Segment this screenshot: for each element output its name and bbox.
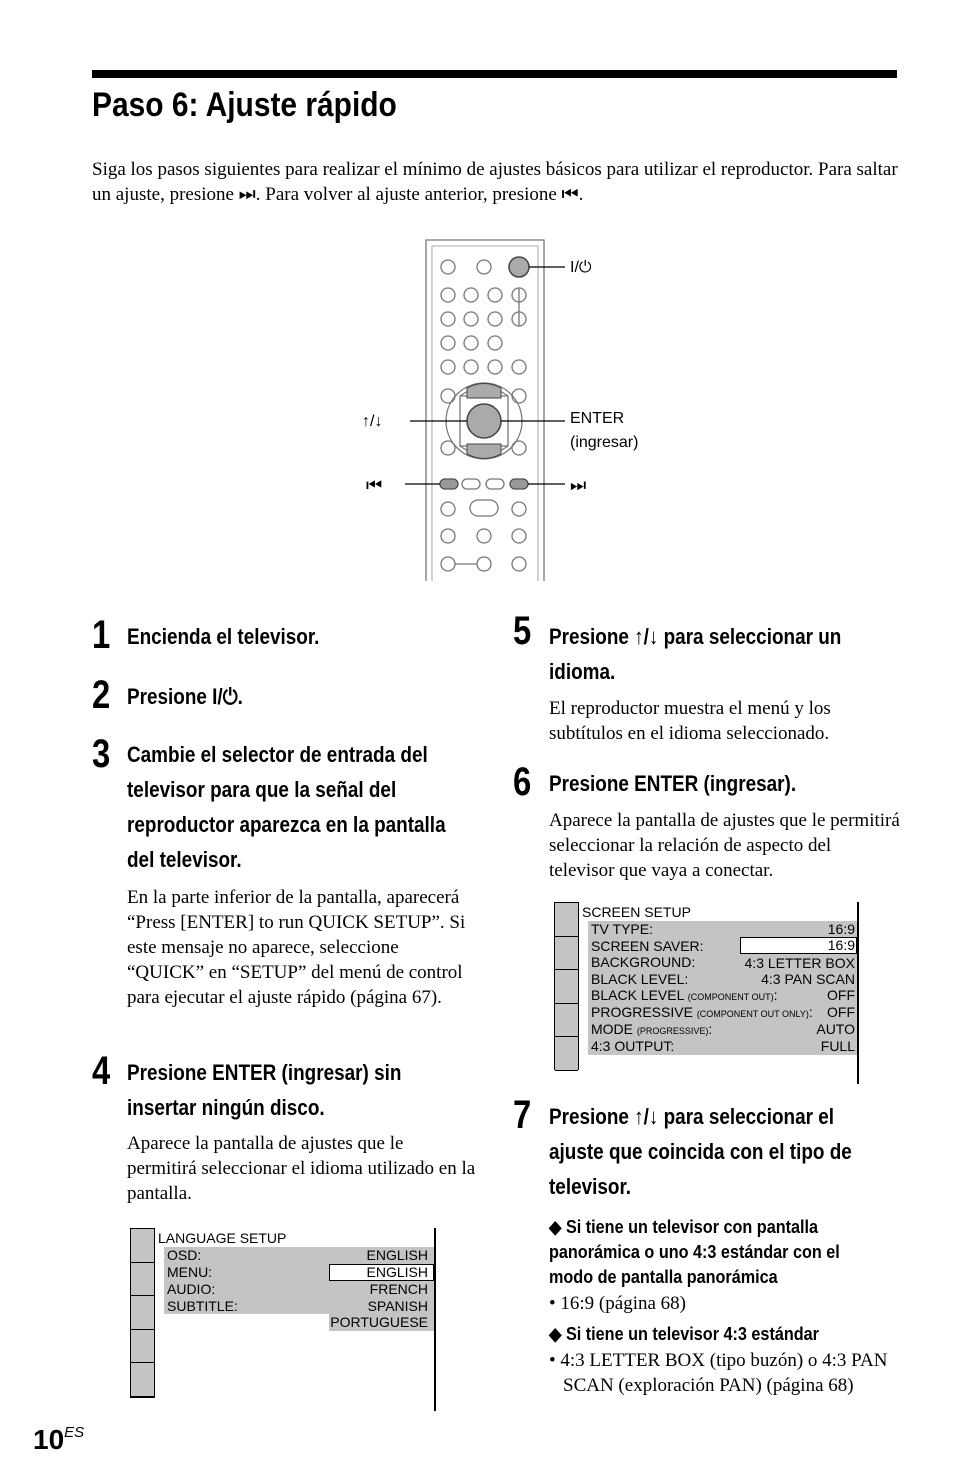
screen-saver-label: SCREEN SAVER: xyxy=(591,938,704,954)
osd-label: OSD: xyxy=(167,1247,202,1263)
step-6-heading: Presione ENTER (ingresar). xyxy=(549,771,797,796)
step-3-number: 3 xyxy=(92,732,111,776)
audio-label: AUDIO: xyxy=(167,1281,216,1297)
up-down-label: ↑/↓ xyxy=(362,413,383,430)
step-1-number: 1 xyxy=(92,613,111,657)
step-5-heading: Presione ↑/↓ para seleccionar un idioma. xyxy=(549,624,842,684)
progressive-value: OFF xyxy=(827,1004,855,1020)
step-3-heading: Cambie el selector de entrada del televisor para que la señal del reproductor aparezca en la pantalla del televisor. xyxy=(127,742,446,872)
subtitle-label: SUBTITLE: xyxy=(167,1298,238,1314)
step-3-body: En la parte inferior de la pantalla, aparecerá “Press [ENTER] to run QUICK SETUP”. Si este mensaje no aparece, seleccione “QUICK” en “SETUP” del menú de control para ejecutar el ajuste rápido (página 67). xyxy=(127,887,466,1008)
black-level-label: BLACK LEVEL: xyxy=(591,971,689,987)
step-5-body: El reproductor muestra el menú y los subtítulos en el idioma seleccionado. xyxy=(549,698,831,744)
black-level-component-label: BLACK LEVEL (COMPONENT OUT): xyxy=(591,987,778,1003)
language-setup-menu xyxy=(130,1228,436,1411)
menu-title: LANGUAGE SETUP xyxy=(158,1230,287,1246)
menu-icon-bar xyxy=(130,1228,155,1398)
intro-paragraph: Siga los pasos siguientes para realizar el mínimo de ajustes básicos para utilizar el reproductor. Para saltar un ajuste, presione ⏭. Para volver al ajuste anterior, presione ⏮. xyxy=(92,159,898,205)
remote-illustration xyxy=(360,236,660,581)
mode-value: AUTO xyxy=(816,1021,855,1037)
step-4-body: Aparece la pantalla de ajustes que le permitirá seleccionar el idioma utilizado en la pantalla. xyxy=(127,1133,476,1204)
step-1-heading: Encienda el televisor. xyxy=(127,624,320,649)
step-7-number: 7 xyxy=(513,1093,532,1137)
tv-type-value: 16:9 xyxy=(827,921,855,937)
tv-type-label: TV TYPE: xyxy=(591,921,653,937)
step-7-heading: Presione ↑/↓ para seleccionar el ajuste que coincida con el tipo de televisor. xyxy=(549,1104,852,1199)
progressive-label: PROGRESSIVE (COMPONENT OUT ONLY): xyxy=(591,1004,813,1020)
standard-tv-option: • 4:3 LETTER BOX (tipo buzón) o 4:3 PAN SCAN (exploración PAN) (página 68) xyxy=(549,1350,888,1396)
wide-tv-option: • 16:9 (página 68) xyxy=(549,1293,686,1314)
step-4-heading: Presione ENTER (ingresar) sin insertar ningún disco. xyxy=(127,1060,402,1120)
menu-title: SCREEN SETUP xyxy=(582,904,691,920)
power-label: I/⏻ xyxy=(570,259,592,276)
output-label: 4:3 OUTPUT: xyxy=(591,1038,675,1054)
option-pan-scan[interactable]: 4:3 PAN SCAN xyxy=(761,971,855,987)
option-letter-box[interactable]: 4:3 LETTER BOX xyxy=(744,955,855,971)
page-number: $10^{ES}$ xyxy=(33,1424,85,1455)
black-level-component-value: OFF xyxy=(827,987,855,1003)
option-portuguese[interactable]: PORTUGUESE xyxy=(330,1314,428,1330)
top-rule xyxy=(92,70,897,78)
option-french[interactable]: FRENCH xyxy=(369,1281,428,1297)
option-english[interactable]: ENGLISH xyxy=(366,1264,428,1280)
standard-tv-subheading: ◆ Si tiene un televisor 4:3 estándar xyxy=(549,1324,819,1344)
output-value: FULL xyxy=(820,1038,855,1054)
step-6-number: 6 xyxy=(513,760,532,804)
screen-setup-menu xyxy=(554,902,860,1084)
wide-tv-subheading: ◆ Si tiene un televisor con pantalla panorámica o uno 4:3 estándar con el modo de pantalla panorámica xyxy=(549,1217,840,1287)
step-5-number: 5 xyxy=(513,609,532,653)
mode-label: MODE (PROGRESSIVE): xyxy=(591,1021,713,1037)
next-label: ⏭ xyxy=(570,475,587,495)
option-spanish[interactable]: SPANISH xyxy=(367,1298,428,1314)
step-4-number: 4 xyxy=(92,1049,111,1093)
step-2-number: 2 xyxy=(92,673,111,717)
enter-label: ENTER xyxy=(570,410,625,427)
page-title: Paso 6: Ajuste rápido xyxy=(92,86,397,124)
prev-label: ⏮ xyxy=(366,475,383,495)
step-2-heading: Presione I/⏻. xyxy=(127,684,243,709)
background-label: BACKGROUND: xyxy=(591,954,696,970)
option-16-9[interactable]: 16:9 xyxy=(827,937,855,953)
step-6-body: Aparece la pantalla de ajustes que le permitirá seleccionar la relación de aspecto del televisor que vaya a conectar. xyxy=(549,810,900,881)
enter-sublabel: (ingresar) xyxy=(570,434,639,451)
menu-icon-bar xyxy=(554,902,579,1070)
menu-label: MENU: xyxy=(167,1264,213,1280)
osd-value: ENGLISH xyxy=(366,1247,428,1263)
